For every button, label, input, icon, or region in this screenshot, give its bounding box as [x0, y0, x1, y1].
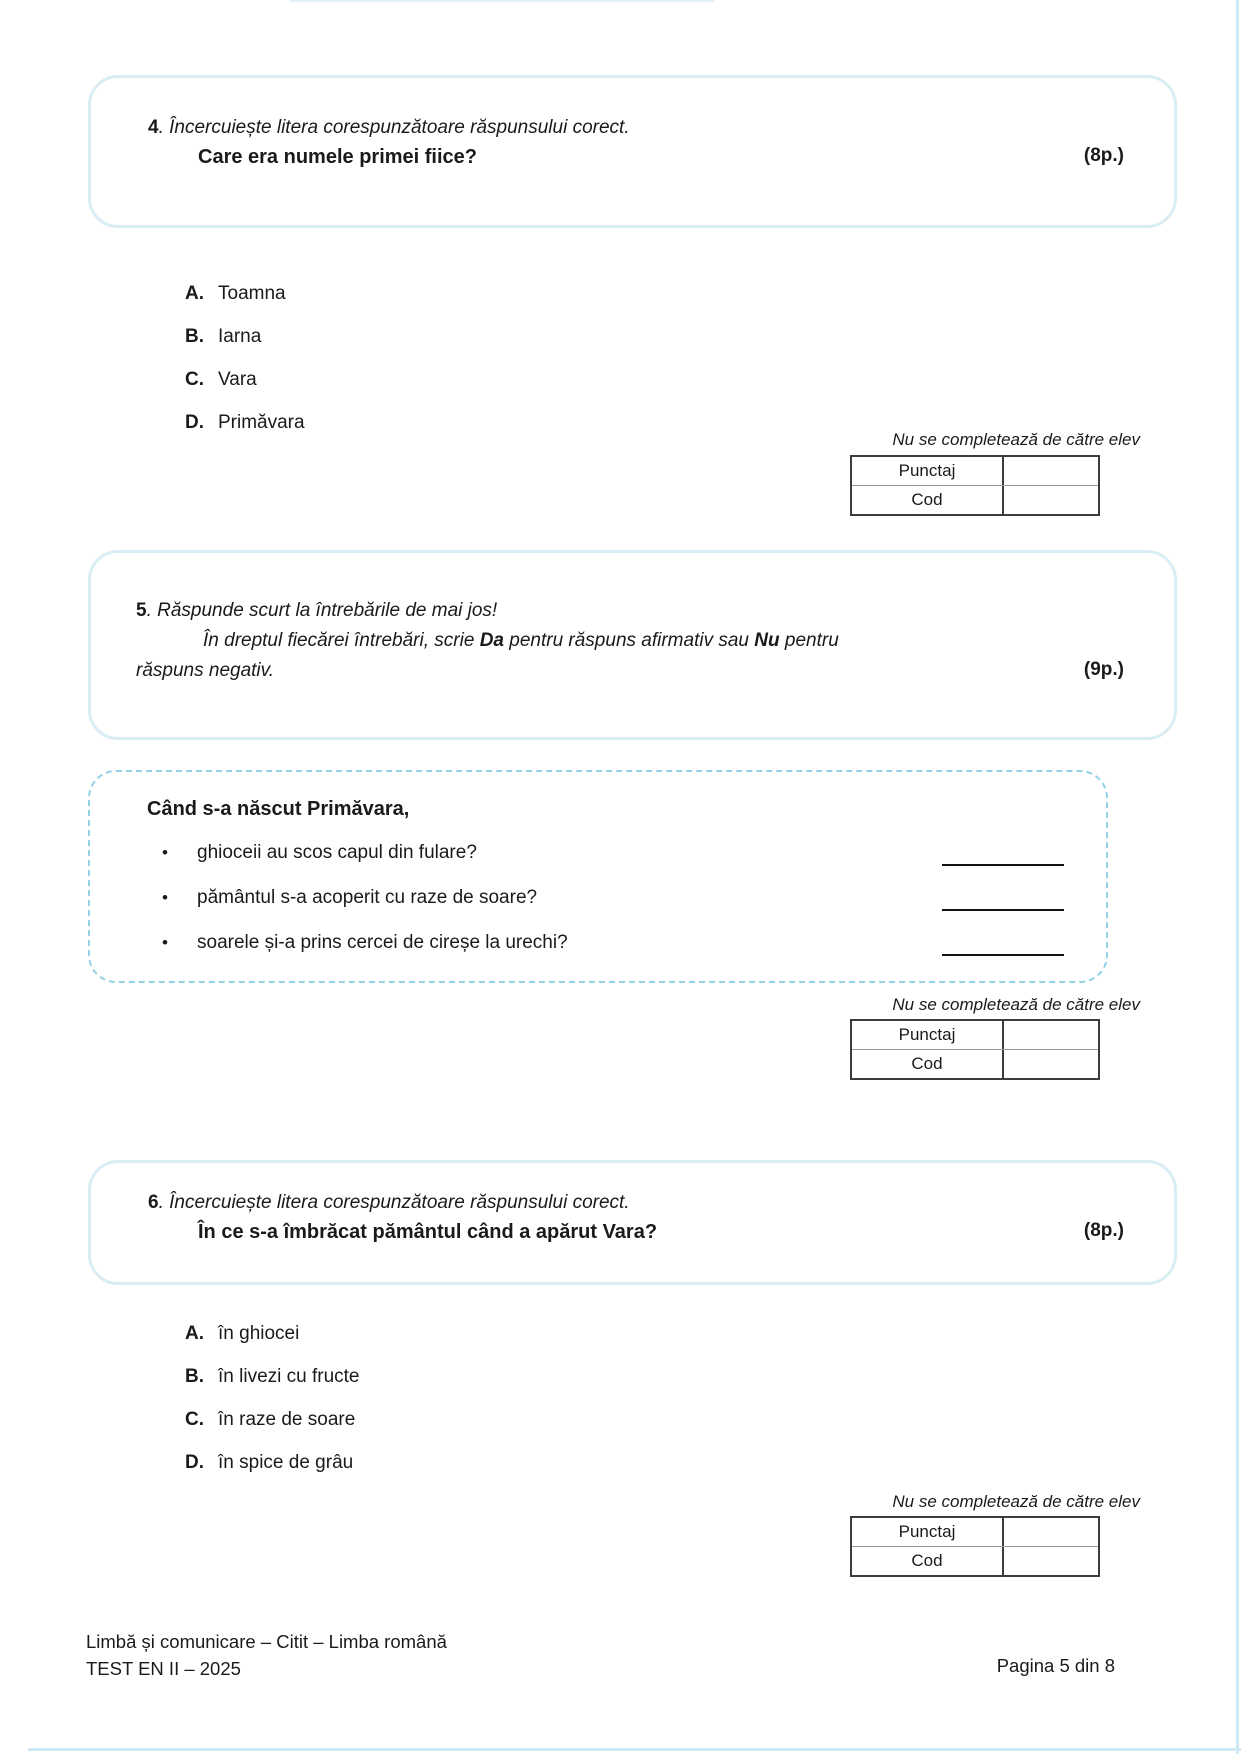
score-table-q5 — [850, 1019, 1100, 1080]
question-5-box — [88, 550, 1177, 740]
question-6-instruction-text: . Încercuiește litera corespunzătoare răspunsului corect. — [158, 1192, 630, 1213]
page-number: Pagina 5 din 8 — [996, 1655, 1115, 1676]
question-5-instruction-text: . Răspunde scurt la întrebările de mai jos! — [146, 600, 498, 621]
statement-3 — [162, 932, 568, 954]
punctaj-label-cell: Punctaj — [852, 457, 1004, 485]
question-5-instruction-line3: răspuns negativ. — [136, 660, 275, 681]
question-6-number: 6 — [148, 1192, 159, 1213]
question-4-prompt: Care era numele primei fiice? — [198, 146, 478, 168]
option-b-text: în livezi cu fructe — [218, 1366, 360, 1387]
score-row-punctaj — [852, 1518, 1098, 1546]
option-d — [185, 1452, 360, 1495]
line2-mid: pentru răspuns afirmativ sau — [503, 630, 755, 651]
question-6-options — [185, 1323, 360, 1495]
question-4-points: (8p.) — [1083, 145, 1124, 166]
option-d-letter: D. — [185, 1452, 204, 1473]
punctaj-value-cell — [1004, 1021, 1098, 1049]
option-a — [185, 283, 305, 326]
line2-da: Da — [479, 630, 504, 651]
question-5-instruction — [136, 599, 497, 623]
score-row-cod — [852, 1049, 1098, 1078]
option-c — [185, 1409, 360, 1452]
score-row-punctaj — [852, 1021, 1098, 1049]
question-6-prompt: În ce s-a îmbrăcat pământul când a apărut Vara? — [198, 1221, 658, 1243]
cod-label-cell: Cod — [852, 1050, 1004, 1078]
option-b — [185, 1366, 360, 1409]
question-5-instruction-line2 — [203, 629, 839, 653]
answer-box-title: Când s-a născut Primăvara, — [147, 798, 410, 820]
question-6-points: (8p.) — [1083, 1220, 1124, 1241]
footer-subject-line: Limbă și comunicare – Citit – Limba română — [86, 1631, 447, 1652]
question-5-number: 5 — [136, 600, 147, 621]
option-c — [185, 369, 305, 412]
do-not-complete-label: Nu se completează de către elev — [892, 430, 1140, 449]
score-row-cod — [852, 1546, 1098, 1575]
option-a — [185, 1323, 360, 1366]
punctaj-value-cell — [1004, 1518, 1098, 1546]
bullet-icon: • — [162, 933, 168, 952]
question-5-answer-box — [88, 770, 1108, 983]
question-4-instruction-text: . Încercuiește litera corespunzătoare răspunsului corect. — [158, 117, 630, 138]
option-b — [185, 326, 305, 369]
page-edge-artifact-bottom — [28, 1748, 1241, 1751]
punctaj-label-cell: Punctaj — [852, 1021, 1004, 1049]
option-c-letter: C. — [185, 369, 204, 390]
option-d — [185, 412, 305, 455]
option-c-text: Vara — [218, 369, 257, 390]
statement-1 — [162, 842, 477, 864]
option-a-letter: A. — [185, 1323, 204, 1344]
do-not-complete-label: Nu se completează de către elev — [892, 1492, 1140, 1511]
cod-label-cell: Cod — [852, 486, 1004, 514]
line2-nu: Nu — [754, 630, 780, 651]
option-d-text: Primăvara — [218, 412, 305, 433]
page-edge-artifact-right — [1236, 0, 1239, 1754]
question-5-points: (9p.) — [1083, 659, 1124, 680]
option-c-text: în raze de soare — [218, 1409, 356, 1430]
cod-value-cell — [1004, 1050, 1098, 1078]
question-4-number: 4 — [148, 117, 159, 138]
statement-1-text: ghioceii au scos capul din fulare? — [197, 842, 477, 863]
answer-blank-3 — [942, 954, 1064, 956]
option-b-text: Iarna — [218, 326, 262, 347]
statement-3-text: soarele și-a prins cercei de cireșe la urechi? — [197, 932, 568, 953]
question-4-box — [88, 75, 1177, 228]
question-4-options — [185, 283, 305, 455]
question-6-instruction — [148, 1191, 630, 1215]
score-table-q4 — [850, 455, 1100, 516]
score-row-cod — [852, 485, 1098, 514]
bullet-icon: • — [162, 843, 168, 862]
question-6-box — [88, 1160, 1177, 1285]
score-row-punctaj — [852, 457, 1098, 485]
option-c-letter: C. — [185, 1409, 204, 1430]
line2-post: pentru — [779, 630, 839, 651]
do-not-complete-label: Nu se completează de către elev — [892, 995, 1140, 1014]
option-b-letter: B. — [185, 1366, 204, 1387]
bullet-icon: • — [162, 888, 168, 907]
option-a-letter: A. — [185, 283, 204, 304]
cod-value-cell — [1004, 486, 1098, 514]
footer — [86, 1628, 447, 1682]
option-d-letter: D. — [185, 412, 204, 433]
option-d-text: în spice de grâu — [218, 1452, 354, 1473]
line2-pre: În dreptul fiecărei întrebări, scrie — [203, 630, 480, 651]
statement-2-text: pământul s-a acoperit cu raze de soare? — [197, 887, 538, 908]
punctaj-label-cell: Punctaj — [852, 1518, 1004, 1546]
option-a-text: în ghiocei — [218, 1323, 300, 1344]
score-table-q6 — [850, 1516, 1100, 1577]
option-a-text: Toamna — [218, 283, 286, 304]
question-4-instruction — [148, 116, 630, 140]
answer-blank-1 — [942, 864, 1064, 866]
statement-2 — [162, 887, 537, 909]
option-b-letter: B. — [185, 326, 204, 347]
answer-blank-2 — [942, 909, 1064, 911]
page-edge-artifact-top — [290, 0, 715, 2]
cod-label-cell: Cod — [852, 1547, 1004, 1575]
footer-test-line: TEST EN II – 2025 — [86, 1658, 241, 1679]
punctaj-value-cell — [1004, 457, 1098, 485]
cod-value-cell — [1004, 1547, 1098, 1575]
